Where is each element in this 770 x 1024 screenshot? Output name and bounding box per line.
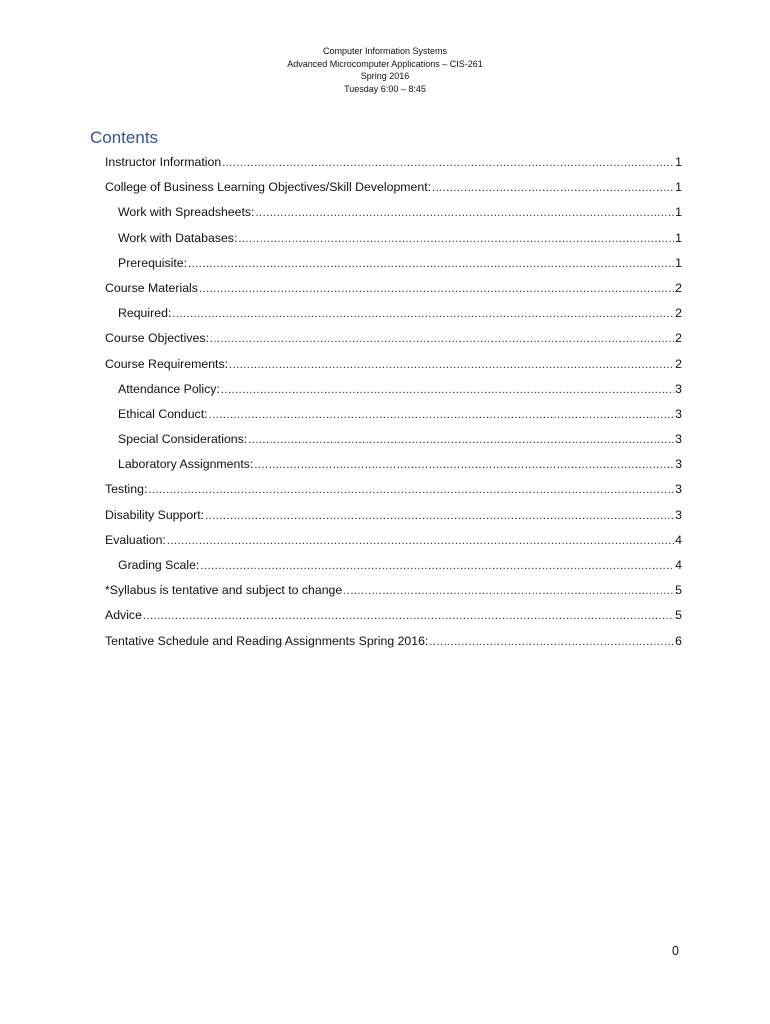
toc-dot-leader: [429, 632, 674, 652]
toc-entry-page: 3: [675, 432, 682, 447]
toc-entry-label: Disability Support:: [105, 507, 205, 522]
toc-entry-page: 4: [675, 558, 682, 572]
toc-entry-page: 5: [675, 608, 682, 623]
toc-entry-label: Work with Spreadsheets:: [118, 205, 255, 220]
toc-entry[interactable]: [0, 555, 682, 580]
toc-entry-page: 6: [675, 633, 682, 648]
toc-dot-leader: [172, 304, 674, 324]
toc-entry-page: 3: [675, 482, 682, 497]
toc-dot-leader: [221, 380, 674, 400]
toc-entry[interactable]: [0, 530, 682, 555]
toc-dot-leader: [205, 506, 674, 526]
toc-dot-leader: [343, 581, 674, 601]
toc-entry[interactable]: [0, 253, 682, 278]
toc-entry-label: Prerequisite:: [118, 255, 188, 270]
toc-entry-label: Course Materials: [105, 280, 198, 295]
toc-dot-leader: [229, 355, 674, 375]
toc-entry-page: 1: [675, 180, 682, 195]
toc-entry-page: 1: [675, 230, 682, 245]
toc-dot-leader: [248, 430, 674, 450]
toc-entry-label: Course Objectives:: [105, 331, 209, 346]
toc-entry[interactable]: [0, 505, 682, 530]
toc-entry-page: 3: [675, 507, 682, 522]
header-term: Spring 2016: [360, 71, 410, 81]
toc-dot-leader: [209, 405, 675, 425]
toc-entry[interactable]: [0, 228, 682, 253]
table-of-contents: [0, 152, 770, 656]
toc-dot-leader: [200, 556, 674, 576]
toc-entry[interactable]: [0, 152, 682, 177]
toc-entry-page: 2: [675, 280, 682, 295]
toc-dot-leader: [432, 178, 674, 198]
document-header: [0, 45, 770, 95]
toc-entry[interactable]: [0, 580, 682, 605]
toc-entry-page: 5: [675, 583, 682, 598]
toc-dot-leader: [148, 480, 674, 500]
toc-entry-label: Work with Databases:: [118, 230, 238, 245]
toc-dot-leader: [199, 279, 674, 299]
toc-entry-label: Special Considerations:: [118, 432, 248, 447]
toc-entry[interactable]: [0, 404, 682, 429]
toc-entry-label: Tentative Schedule and Reading Assignments Spring 2016:: [105, 633, 429, 648]
toc-entry-label: Evaluation:: [105, 532, 166, 547]
toc-entry-label: Course Requirements:: [105, 356, 229, 371]
toc-dot-leader: [254, 455, 674, 475]
toc-entry-label: Attendance Policy:: [118, 381, 220, 396]
toc-entry-page: 2: [675, 306, 682, 321]
toc-entry-page: 3: [675, 457, 682, 472]
toc-entry-label: Ethical Conduct:: [118, 406, 208, 421]
toc-entry[interactable]: [0, 202, 682, 227]
toc-entry-page: 2: [675, 356, 682, 371]
toc-dot-leader: [167, 531, 674, 551]
toc-entry-label: *Syllabus is tentative and subject to change: [105, 583, 343, 598]
toc-entry[interactable]: [0, 605, 682, 630]
toc-entry-label: Laboratory Assignments:: [118, 457, 254, 472]
header-course: Advanced Microcomputer Applications – CIS-261: [287, 58, 483, 69]
toc-entry[interactable]: [0, 631, 682, 656]
toc-dot-leader: [188, 254, 674, 274]
toc-entry-label: Required:: [118, 306, 172, 321]
toc-entry[interactable]: [0, 379, 682, 404]
toc-entry[interactable]: [0, 303, 682, 328]
contents-heading: Contents: [90, 128, 159, 147]
toc-entry[interactable]: [0, 177, 682, 202]
page-number: 0: [672, 944, 679, 958]
toc-entry-page: 1: [675, 255, 682, 270]
toc-entry[interactable]: [0, 278, 682, 303]
toc-entry[interactable]: [0, 354, 682, 379]
header-schedule: Tuesday 6:00 – 8:45: [344, 83, 426, 94]
toc-dot-leader: [210, 329, 674, 349]
toc-entry-label: Grading Scale:: [118, 558, 200, 572]
toc-entry-page: 1: [675, 205, 682, 220]
toc-entry-page: 3: [675, 406, 682, 421]
toc-entry[interactable]: [0, 429, 682, 454]
toc-entry-label: College of Business Learning Objectives/Skill Development:: [105, 180, 432, 195]
toc-entry-label: Testing:: [105, 482, 148, 497]
toc-dot-leader: [222, 153, 674, 173]
toc-entry[interactable]: [0, 328, 682, 353]
toc-entry-page: 1: [675, 155, 682, 169]
toc-dot-leader: [238, 229, 674, 249]
toc-dot-leader: [255, 203, 674, 223]
toc-entry-label: Instructor Information: [105, 155, 222, 169]
toc-entry-page: 4: [675, 532, 682, 547]
header-department: Computer Information Systems: [322, 46, 448, 56]
toc-entry-page: 3: [675, 381, 682, 396]
toc-entry-label: Advice: [105, 608, 142, 623]
toc-entry[interactable]: [0, 454, 682, 479]
toc-entry-page: 2: [675, 331, 682, 346]
toc-dot-leader: [143, 606, 674, 626]
toc-entry[interactable]: [0, 479, 682, 504]
